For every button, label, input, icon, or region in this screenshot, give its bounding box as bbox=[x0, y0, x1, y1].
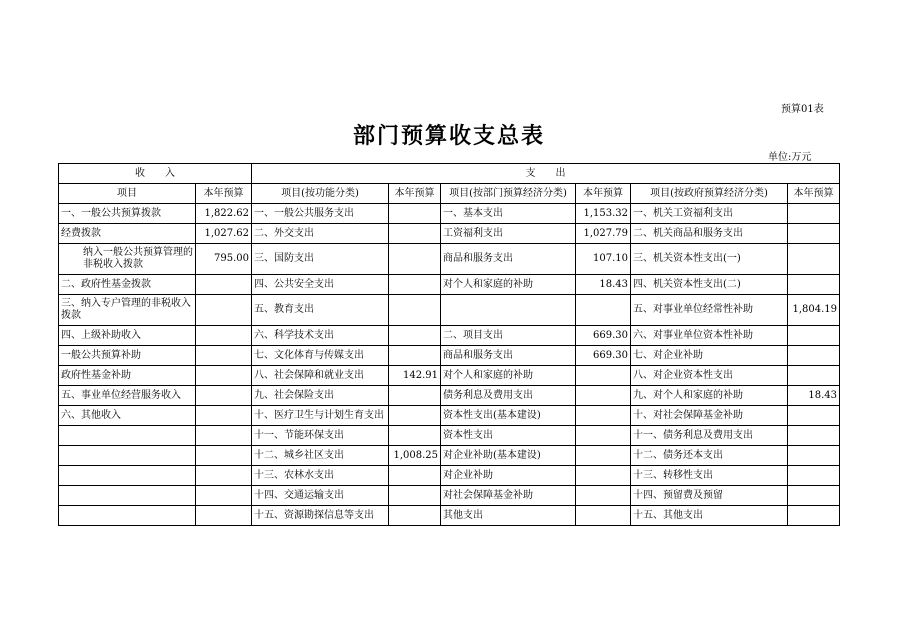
gov-econ-item: 十三、转移性支出 bbox=[631, 466, 788, 486]
income-amount bbox=[196, 326, 252, 346]
func-item: 九、社会保险支出 bbox=[252, 386, 389, 406]
func-amount bbox=[389, 295, 441, 326]
func-item: 十五、资源勘探信息等支出 bbox=[252, 506, 389, 526]
gov-econ-item: 八、对企业资本性支出 bbox=[631, 366, 788, 386]
func-amount bbox=[389, 244, 441, 275]
func-amount bbox=[389, 406, 441, 426]
income-amount bbox=[196, 406, 252, 426]
func-item: 三、国防支出 bbox=[252, 244, 389, 275]
gov-econ-amount bbox=[788, 326, 840, 346]
dept-econ-amount bbox=[576, 366, 631, 386]
income-item: 纳入一般公共预算管理的非税收入拨款 bbox=[59, 244, 196, 275]
income-item: 五、事业单位经营服务收入 bbox=[59, 386, 196, 406]
income-amount bbox=[196, 426, 252, 446]
table-row bbox=[59, 466, 840, 486]
dept-econ-amount bbox=[576, 506, 631, 526]
table-row bbox=[59, 426, 840, 446]
income-item: 四、上级补助收入 bbox=[59, 326, 196, 346]
gov-econ-item: 十五、其他支出 bbox=[631, 506, 788, 526]
gov-econ-item: 三、机关资本性支出(一) bbox=[631, 244, 788, 275]
income-amount bbox=[196, 275, 252, 295]
table-row bbox=[59, 326, 840, 346]
dept-econ-item: 一、基本支出 bbox=[441, 204, 576, 224]
dept-econ-amount: 669.30 bbox=[576, 326, 631, 346]
col-dept-econ-budget: 本年预算 bbox=[576, 184, 631, 204]
table-row bbox=[59, 295, 840, 326]
income-amount bbox=[196, 295, 252, 326]
income-amount bbox=[196, 506, 252, 526]
dept-econ-item: 对个人和家庭的补助 bbox=[441, 275, 576, 295]
dept-econ-item: 对个人和家庭的补助 bbox=[441, 366, 576, 386]
dept-econ-item: 其他支出 bbox=[441, 506, 576, 526]
func-item: 八、社会保障和就业支出 bbox=[252, 366, 389, 386]
func-item: 十三、农林水支出 bbox=[252, 466, 389, 486]
func-amount bbox=[389, 486, 441, 506]
gov-econ-item: 十一、债务利息及费用支出 bbox=[631, 426, 788, 446]
func-amount bbox=[389, 386, 441, 406]
col-func-budget: 本年预算 bbox=[389, 184, 441, 204]
func-item: 七、文化体育与传媒支出 bbox=[252, 346, 389, 366]
income-amount: 1,027.62 bbox=[196, 224, 252, 244]
table-row bbox=[59, 366, 840, 386]
func-amount bbox=[389, 506, 441, 526]
table-row bbox=[59, 406, 840, 426]
gov-econ-item: 四、机关资本性支出(二) bbox=[631, 275, 788, 295]
gov-econ-amount bbox=[788, 486, 840, 506]
header-row-columns bbox=[59, 184, 840, 204]
dept-econ-item: 商品和服务支出 bbox=[441, 346, 576, 366]
gov-econ-amount bbox=[788, 275, 840, 295]
gov-econ-item: 九、对个人和家庭的补助 bbox=[631, 386, 788, 406]
gov-econ-item: 五、对事业单位经常性补助 bbox=[631, 295, 788, 326]
dept-econ-item: 债务利息及费用支出 bbox=[441, 386, 576, 406]
income-item: 二、政府性基金拨款 bbox=[59, 275, 196, 295]
table-row bbox=[59, 386, 840, 406]
expense-header: 支 出 bbox=[252, 164, 840, 184]
dept-econ-amount bbox=[576, 295, 631, 326]
budget-table bbox=[58, 163, 840, 526]
income-item bbox=[59, 486, 196, 506]
income-item: 一、一般公共预算拨款 bbox=[59, 204, 196, 224]
col-func-item: 项目(按功能分类) bbox=[252, 184, 389, 204]
col-gov-econ-item: 项目(按政府预算经济分类) bbox=[631, 184, 788, 204]
table-row bbox=[59, 244, 840, 275]
dept-econ-amount: 1,027.79 bbox=[576, 224, 631, 244]
func-item: 十二、城乡社区支出 bbox=[252, 446, 389, 466]
dept-econ-item: 资本性支出(基本建设) bbox=[441, 406, 576, 426]
dept-econ-item bbox=[441, 295, 576, 326]
func-amount bbox=[389, 204, 441, 224]
func-amount bbox=[389, 326, 441, 346]
func-item: 五、教育支出 bbox=[252, 295, 389, 326]
func-item: 十一、节能环保支出 bbox=[252, 426, 389, 446]
gov-econ-amount bbox=[788, 446, 840, 466]
func-item: 六、科学技术支出 bbox=[252, 326, 389, 346]
gov-econ-amount bbox=[788, 366, 840, 386]
func-amount: 1,008.25 bbox=[389, 446, 441, 466]
func-item: 一、一般公共服务支出 bbox=[252, 204, 389, 224]
dept-econ-amount: 18.43 bbox=[576, 275, 631, 295]
gov-econ-amount: 1,804.19 bbox=[788, 295, 840, 326]
income-item: 一般公共预算补助 bbox=[59, 346, 196, 366]
dept-econ-amount bbox=[576, 466, 631, 486]
income-amount: 1,822.62 bbox=[196, 204, 252, 224]
col-gov-econ-budget: 本年预算 bbox=[788, 184, 840, 204]
dept-econ-amount bbox=[576, 406, 631, 426]
gov-econ-amount: 18.43 bbox=[788, 386, 840, 406]
col-dept-econ-item: 项目(按部门预算经济分类) bbox=[441, 184, 576, 204]
income-amount bbox=[196, 446, 252, 466]
table-row bbox=[59, 446, 840, 466]
dept-econ-item: 二、项目支出 bbox=[441, 326, 576, 346]
dept-econ-item: 对社会保障基金补助 bbox=[441, 486, 576, 506]
func-amount bbox=[389, 426, 441, 446]
gov-econ-amount bbox=[788, 224, 840, 244]
income-amount bbox=[196, 466, 252, 486]
func-item: 四、公共安全支出 bbox=[252, 275, 389, 295]
gov-econ-item: 二、机关商品和服务支出 bbox=[631, 224, 788, 244]
table-row bbox=[59, 204, 840, 224]
func-amount bbox=[389, 275, 441, 295]
gov-econ-item: 十、对社会保障基金补助 bbox=[631, 406, 788, 426]
gov-econ-amount bbox=[788, 406, 840, 426]
dept-econ-amount: 107.10 bbox=[576, 244, 631, 275]
dept-econ-amount: 1,153.32 bbox=[576, 204, 631, 224]
dept-econ-item: 对企业补助(基本建设) bbox=[441, 446, 576, 466]
table-row bbox=[59, 275, 840, 295]
gov-econ-item: 十四、预留费及预留 bbox=[631, 486, 788, 506]
gov-econ-item: 一、机关工资福利支出 bbox=[631, 204, 788, 224]
gov-econ-amount bbox=[788, 346, 840, 366]
dept-econ-amount: 669.30 bbox=[576, 346, 631, 366]
gov-econ-item: 七、对企业补助 bbox=[631, 346, 788, 366]
income-item: 经费拨款 bbox=[59, 224, 196, 244]
col-income-budget: 本年预算 bbox=[196, 184, 252, 204]
dept-econ-item: 商品和服务支出 bbox=[441, 244, 576, 275]
income-item: 六、其他收入 bbox=[59, 406, 196, 426]
gov-econ-item: 十二、债务还本支出 bbox=[631, 446, 788, 466]
income-item: 政府性基金补助 bbox=[59, 366, 196, 386]
income-item bbox=[59, 466, 196, 486]
income-amount bbox=[196, 486, 252, 506]
table-row bbox=[59, 224, 840, 244]
func-item: 十、医疗卫生与计划生育支出 bbox=[252, 406, 389, 426]
income-amount bbox=[196, 346, 252, 366]
func-item: 二、外交支出 bbox=[252, 224, 389, 244]
income-amount: 795.00 bbox=[196, 244, 252, 275]
gov-econ-amount bbox=[788, 204, 840, 224]
income-item: 三、纳入专户管理的非税收入拨款 bbox=[59, 295, 196, 326]
gov-econ-amount bbox=[788, 426, 840, 446]
unit-label: 单位:万元 bbox=[768, 152, 812, 163]
table-row bbox=[59, 486, 840, 506]
dept-econ-item: 工资福利支出 bbox=[441, 224, 576, 244]
header-row-group bbox=[59, 164, 840, 184]
func-amount: 142.91 bbox=[389, 366, 441, 386]
func-amount bbox=[389, 466, 441, 486]
page-title: 部门预算收支总表 bbox=[352, 123, 545, 149]
table-row bbox=[59, 506, 840, 526]
dept-econ-amount bbox=[576, 426, 631, 446]
dept-econ-amount bbox=[576, 386, 631, 406]
func-amount bbox=[389, 224, 441, 244]
func-amount bbox=[389, 346, 441, 366]
col-income-item: 项目 bbox=[59, 184, 196, 204]
income-amount bbox=[196, 366, 252, 386]
gov-econ-item: 六、对事业单位资本性补助 bbox=[631, 326, 788, 346]
gov-econ-amount bbox=[788, 506, 840, 526]
table-row bbox=[59, 346, 840, 366]
income-header: 收 入 bbox=[59, 164, 252, 184]
dept-econ-amount bbox=[576, 486, 631, 506]
income-item bbox=[59, 426, 196, 446]
income-amount bbox=[196, 386, 252, 406]
dept-econ-item: 资本性支出 bbox=[441, 426, 576, 446]
dept-econ-amount bbox=[576, 446, 631, 466]
income-item bbox=[59, 446, 196, 466]
income-item bbox=[59, 506, 196, 526]
dept-econ-item: 对企业补助 bbox=[441, 466, 576, 486]
gov-econ-amount bbox=[788, 466, 840, 486]
form-number: 预算01表 bbox=[781, 104, 824, 115]
func-item: 十四、交通运输支出 bbox=[252, 486, 389, 506]
gov-econ-amount bbox=[788, 244, 840, 275]
